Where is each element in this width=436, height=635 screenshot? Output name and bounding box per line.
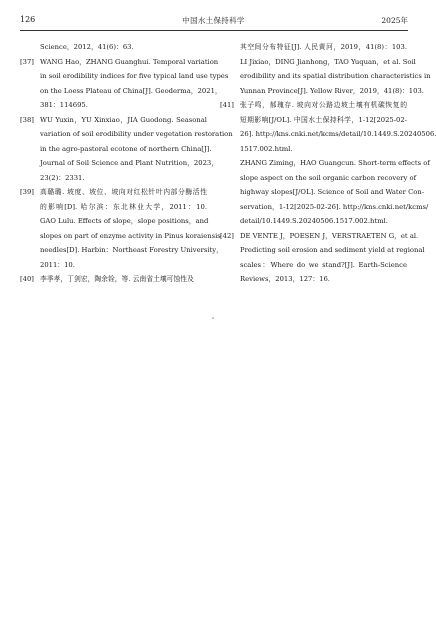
reference-entry — [20, 185, 223, 272]
reference-line: Predicting soil erosion and sediment yield at regional — [240, 246, 425, 254]
reference-line: LI Jixiao，DING Jianhong，TAO Yuquan，et al. Soil — [240, 57, 416, 66]
reference-entry — [20, 272, 207, 287]
reference-line: 的影响[D]. 哈尔滨：东北林业大学，2011：10. — [40, 202, 207, 211]
reference-line: needles[D]. Harbin：Northeast Forestry University， — [40, 246, 223, 254]
reference-line: 1517.002.html. — [240, 144, 293, 153]
reference-line: 381：114695. — [40, 101, 88, 109]
reference-line: in the agro-pastoral ecotone of northern China[J]. — [40, 144, 212, 153]
reference-line: ZHANG Ziming，HAO Guangcun. Short-term effects of — [240, 159, 430, 167]
reference-line: Science，2012，41(6)：63. — [40, 43, 134, 51]
reference-line: Reviews，2013，127：16. — [240, 275, 330, 283]
reference-entry — [20, 40, 207, 55]
reference-number: [42] — [220, 231, 234, 240]
reference-number: [40] — [20, 275, 34, 283]
reference-entry — [220, 229, 425, 287]
reference-line: erodibility and its spatial distribution characteristics in — [240, 72, 431, 80]
header-rule — [20, 30, 408, 31]
reference-line: 李季孝，丁剑宏，陶余铨，等. 云南省土壤可蚀性及 — [40, 275, 194, 283]
reference-line: variation of soil erodibility under vegetation restoration — [40, 130, 233, 138]
publication-year: 2025年 — [381, 16, 408, 25]
reference-line: slopes on part of enzyme activity in Pinus koraiensis — [40, 231, 221, 240]
reference-line: on the Loess Plateau of China[J]. Geoderma，2021， — [40, 86, 222, 95]
reference-number: [37] — [20, 57, 34, 66]
reference-line: detail/10.1449.S.20240506.1517.002.html. — [240, 217, 388, 225]
page-mark — [212, 317, 214, 319]
reference-number: [41] — [220, 101, 234, 109]
reference-line: slope aspect on the soil organic carbon recovery of — [240, 173, 417, 182]
reference-line: 短期影响[J/OL]. 中国水土保持科学，1-12[2025-02- — [240, 115, 407, 124]
reference-line: servation，1-12[2025-02-26]. http://kns.cnki.net/kcms/ — [240, 202, 429, 211]
right-column — [220, 40, 436, 287]
reference-line: highway slopes[J/OL]. Science of Soil and Water Con- — [240, 188, 425, 196]
reference-line: 23(2)：2331. — [40, 173, 85, 182]
page-number: 126 — [20, 15, 36, 24]
reference-line: 高璐璐. 坡度、坡位、坡向对红松针叶内部分酶活性 — [40, 188, 207, 196]
reference-line: Journal of Soil Science and Plant Nutrition，2023， — [40, 159, 219, 167]
reference-entry — [220, 98, 436, 229]
reference-entry — [220, 40, 431, 98]
reference-line: 2011：10. — [40, 260, 75, 269]
reference-line: Yunnan Province[J]. Yellow River，2019，41(8)：103. — [240, 86, 424, 95]
reference-line: scales：Where do we stand?[J]. Earth-Science — [240, 260, 407, 269]
reference-line: 26]. http://kns.cnki.net/kcms/detail/10.1449.S.20240506. — [240, 130, 436, 138]
reference-line: in soil erodibility indices for five typical land use types — [40, 72, 229, 80]
page-header — [0, 0, 427, 32]
reference-number: [38] — [20, 115, 34, 124]
reference-entry — [20, 113, 233, 186]
reference-line: 张子鸣，郝瑰存. 坡向对公路边坡土壤有机碳恢复的 — [240, 101, 407, 109]
reference-line: DE VENTE J，POESEN J，VERSTRAETEN G，et al. — [240, 231, 419, 240]
reference-line: WANG Hao，ZHANG Guanghui. Temporal variation — [40, 57, 219, 66]
journal-title: 中国水土保持科学 — [182, 16, 245, 25]
reference-line: GAO Lulu. Effects of slope，slope positions，and — [40, 217, 209, 225]
reference-line: WU Yuxin，YU Xinxiao，JIA Guodong. Seasonal — [40, 115, 207, 124]
reference-number: [39] — [20, 188, 34, 196]
reference-line: 其空间分布特征[J]. 人民黄河，2019，41(8)：103. — [240, 43, 407, 51]
